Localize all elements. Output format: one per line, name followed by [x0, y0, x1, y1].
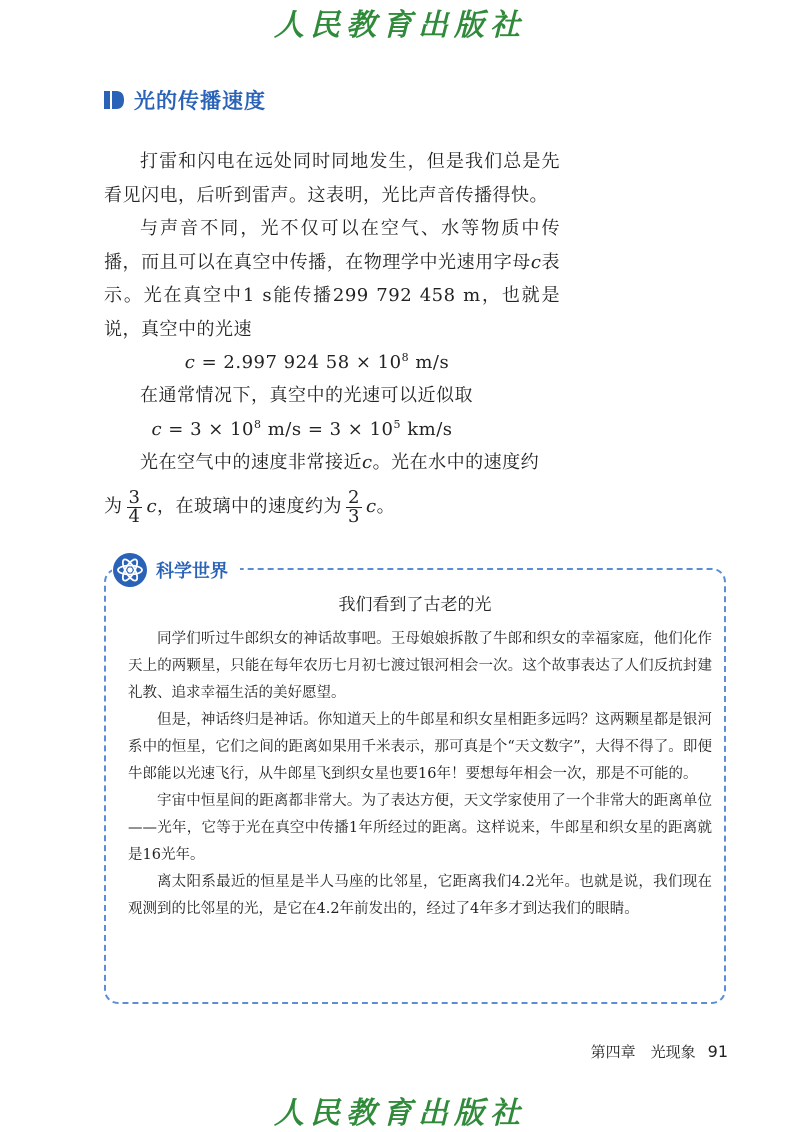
sidebar-paragraph: 离太阳系最近的恒星是半人马座的比邻星，它距离我们4.2光年。也就是说，我们现在观测到的比邻星的光，是它在4.2年前发出的，经过了4年多才到达我们的眼睛。: [128, 874, 712, 917]
publisher-header: 人民教育出版社: [274, 8, 526, 43]
section-title: 光的传播速度: [134, 89, 266, 113]
publisher-footer: 人民教育出版社: [274, 1096, 526, 1131]
section-heading: [104, 86, 266, 114]
sidebar-title: 我们看到了古老的光: [338, 595, 492, 615]
paragraph-1: 打雷和闪电在远处同时同地发生，但是我们总是先看见闪电，后听到雷声。这表明，光比声音传播得快。: [104, 151, 560, 206]
sidebar-text: [128, 626, 712, 923]
paragraph-2: 与声音不同，光不仅可以在空气、水等物质中传播，而且可以在真空中传播，在物理学中光速用字母c表示。光在真空中1 s能传播299 792 458 m，也就是说，真空中的光速: [104, 218, 561, 340]
sidebar-paragraph: 宇宙中恒星间的距离都非常大。为了表达方便，天文学家使用了一个非常大的距离单位——光年，它等于光在真空中传播1年所经过的距离。这样说来，牛郎星和织女星的距离就是16光年。: [128, 793, 712, 863]
atom-icon: [112, 552, 148, 588]
chapter-label: 第四章 光现象: [590, 1043, 696, 1061]
paragraph-3: 在通常情况下，真空中的光速可以近似取: [140, 385, 473, 406]
equation-speed-of-light: c = 2.997 924 $58 \times 10^8$ m/s: [184, 351, 450, 373]
paragraph-4-fractions: 为 $\frac{3}{4}$ c，在玻璃中的速度约为 $\frac{2}{3}$ c。: [104, 486, 396, 527]
page-number: 91: [707, 1042, 728, 1061]
science-world-tab: [112, 551, 240, 589]
equation-approx-speed: $c = 3 \times 10^8$ $m/s = 3 \times 10^5$ km/s: [151, 417, 453, 440]
page-footer: [591, 1041, 728, 1062]
sidebar-paragraph: 同学们听过牛郎织女的神话故事吧。王母娘娘拆散了牛郎和织女的幸福家庭，他们化作天上的两颗星，只能在每年农历七月初七渡过银河相会一次。这个故事表达了人们反抗封建礼教、追求幸福生活的美好愿望。: [128, 631, 712, 701]
main-text: [104, 145, 560, 531]
paragraph-4: 光在空气中的速度非常接近c。光在水中的速度约: [140, 451, 540, 473]
section-marker-icon: [104, 91, 124, 109]
fraction-three-quarters: $\frac{3}{4}$: [128, 486, 141, 527]
fraction-two-thirds: $\frac{2}{3}$: [348, 486, 360, 527]
science-world-label: 科学世界: [156, 561, 228, 582]
sidebar-paragraph: 但是，神话终归是神话。你知道天上的牛郎星和织女星相距多远吗？这两颗星都是银河系中的恒星，它们之间的距离如果用千米表示，那可真是个“天文数字”，大得不得了。即便牛郎能以光速飞行，从牛郎星飞到织女星也要16年！要想每年相会一次，那是不可能的。: [128, 712, 712, 782]
